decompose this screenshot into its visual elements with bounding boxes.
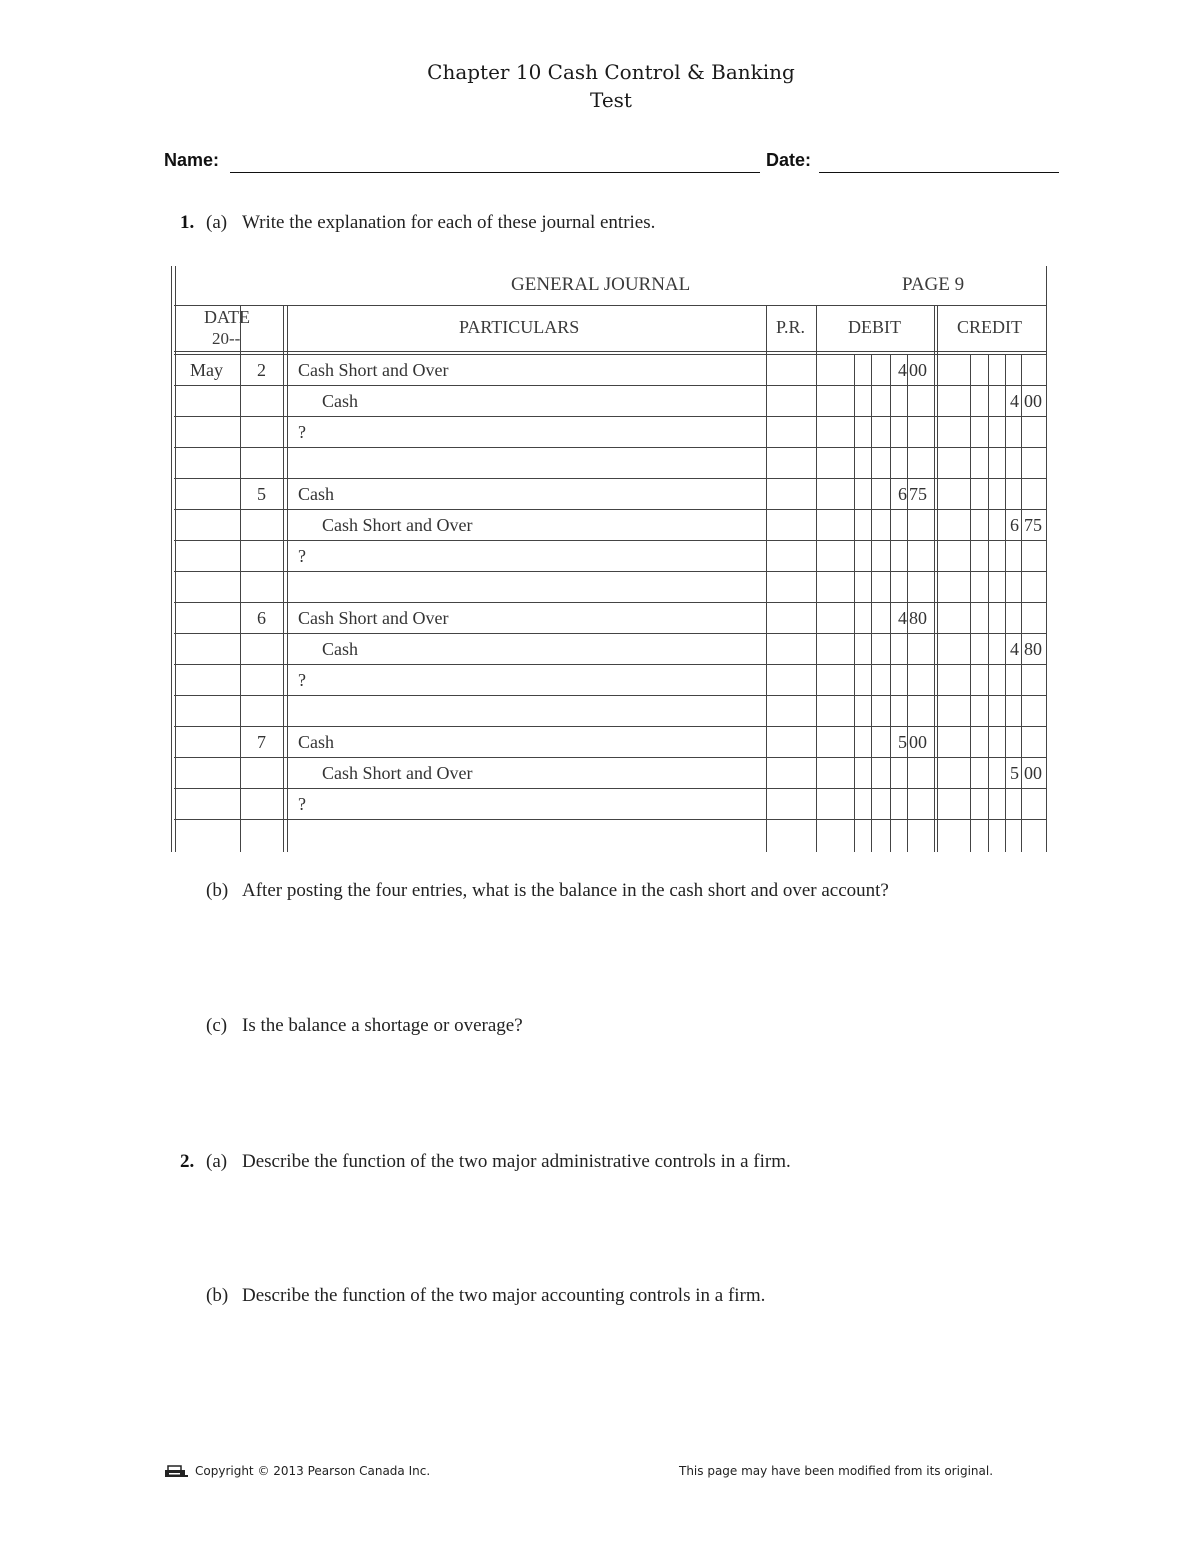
journal-particular: Cash [322, 639, 358, 659]
journal-particular: ? [298, 546, 306, 566]
table-rule [174, 305, 1046, 306]
journal-credit-dollars: 5 [1010, 763, 1019, 783]
journal-debit-cents: 80 [909, 608, 927, 628]
question-text: Is the balance a shortage or overage? [242, 1015, 523, 1036]
table-rule [240, 305, 241, 852]
table-row-rule [174, 664, 1046, 665]
journal-credit-cents: 00 [1024, 391, 1042, 411]
journal-particular: Cash Short and Over [298, 608, 449, 628]
part-label: (b) [206, 1285, 229, 1306]
journal-particular: Cash Short and Over [322, 515, 473, 535]
table-rule [174, 351, 1046, 352]
journal-month: May [190, 360, 223, 380]
table-row-rule [174, 509, 1046, 510]
journal-title: GENERAL JOURNAL [511, 274, 691, 295]
table-rule [175, 266, 176, 852]
table-rule [1005, 354, 1006, 852]
table-row-rule [174, 819, 1046, 820]
journal-debit-dollars: 4 [898, 360, 907, 380]
part-label: (a) [206, 1151, 228, 1172]
table-row-rule [174, 602, 1046, 603]
question-text: Describe the function of the two major accounting controls in a firm. [242, 1285, 766, 1306]
table-row-rule [174, 695, 1046, 696]
journal-particular: Cash [298, 484, 334, 504]
table-row-rule [174, 478, 1046, 479]
journal-credit-dollars: 4 [1010, 391, 1019, 411]
table-rule [854, 354, 855, 852]
journal-credit-dollars: 6 [1010, 515, 1019, 535]
column-header-date: DATE [204, 307, 250, 327]
table-row-rule [174, 726, 1046, 727]
table-rule [766, 305, 767, 852]
part-label: (a) [206, 212, 228, 233]
journal-particular: Cash [322, 391, 358, 411]
journal-particular: ? [298, 794, 306, 814]
table-rule [937, 305, 938, 852]
part-label: (c) [206, 1015, 228, 1036]
table-rule [988, 354, 989, 852]
journal-credit-cents: 00 [1024, 763, 1042, 783]
printer-icon [164, 1465, 188, 1479]
table-row-rule [174, 447, 1046, 448]
name-label: Name: [164, 150, 220, 170]
general-journal [168, 264, 1056, 854]
journal-day: 2 [257, 360, 266, 380]
table-rule [283, 305, 284, 852]
table-row-rule [174, 385, 1046, 386]
name-field[interactable] [230, 172, 760, 173]
journal-day: 7 [257, 732, 266, 752]
table-rule [816, 305, 817, 852]
date-label: Date: [766, 150, 812, 170]
journal-debit-dollars: 5 [898, 732, 907, 752]
student-info-row [164, 148, 1064, 178]
journal-credit-cents: 80 [1024, 639, 1042, 659]
table-rule [171, 266, 172, 852]
table-rule [174, 354, 1046, 355]
column-header-pr: P.R. [776, 317, 806, 337]
column-header-particulars: PARTICULARS [459, 317, 580, 337]
page-title: Chapter 10 Cash Control & Banking [427, 60, 795, 84]
table-rule [1021, 354, 1022, 852]
copyright-text: Copyright © 2013 Pearson Canada Inc. [195, 1464, 431, 1478]
date-field[interactable] [819, 172, 1059, 173]
journal-particular: ? [298, 422, 306, 442]
journal-day: 6 [257, 608, 266, 628]
table-rule [934, 305, 935, 852]
journal-page: PAGE 9 [902, 274, 965, 295]
table-rule [287, 305, 288, 852]
journal-particular: ? [298, 670, 306, 690]
journal-particular: Cash [298, 732, 334, 752]
journal-debit-cents: 75 [909, 484, 927, 504]
table-row-rule [174, 633, 1046, 634]
table-row-rule [174, 416, 1046, 417]
part-label: (b) [206, 880, 229, 901]
journal-credit-cents: 75 [1024, 515, 1042, 535]
table-row-rule [174, 571, 1046, 572]
question-text: After posting the four entries, what is the balance in the cash short and over account? [242, 880, 889, 901]
table-row-rule [174, 757, 1046, 758]
question-number: 1. [180, 212, 195, 233]
journal-debit-dollars: 4 [898, 608, 907, 628]
table-rule [970, 354, 971, 852]
table-row-rule [174, 540, 1046, 541]
column-header-year: 20-- [212, 329, 241, 348]
journal-debit-cents: 00 [909, 360, 927, 380]
journal-debit-dollars: 6 [898, 484, 907, 504]
table-rule [890, 354, 891, 852]
question-text: Describe the function of the two major administrative controls in a firm. [242, 1151, 791, 1172]
question-text: Write the explanation for each of these journal entries. [242, 212, 656, 233]
journal-particular: Cash Short and Over [298, 360, 449, 380]
question-number: 2. [180, 1151, 195, 1172]
table-row-rule [174, 788, 1046, 789]
journal-debit-cents: 00 [909, 732, 927, 752]
table-rule [1046, 266, 1047, 852]
column-header-credit: CREDIT [957, 317, 1022, 337]
journal-credit-dollars: 4 [1010, 639, 1019, 659]
table-rule [871, 354, 872, 852]
table-rule [907, 354, 908, 852]
journal-particular: Cash Short and Over [322, 763, 473, 783]
journal-day: 5 [257, 484, 266, 504]
column-header-debit: DEBIT [848, 317, 901, 337]
page-subtitle: Test [590, 88, 632, 112]
modification-notice: This page may have been modified from its original. [679, 1464, 994, 1478]
